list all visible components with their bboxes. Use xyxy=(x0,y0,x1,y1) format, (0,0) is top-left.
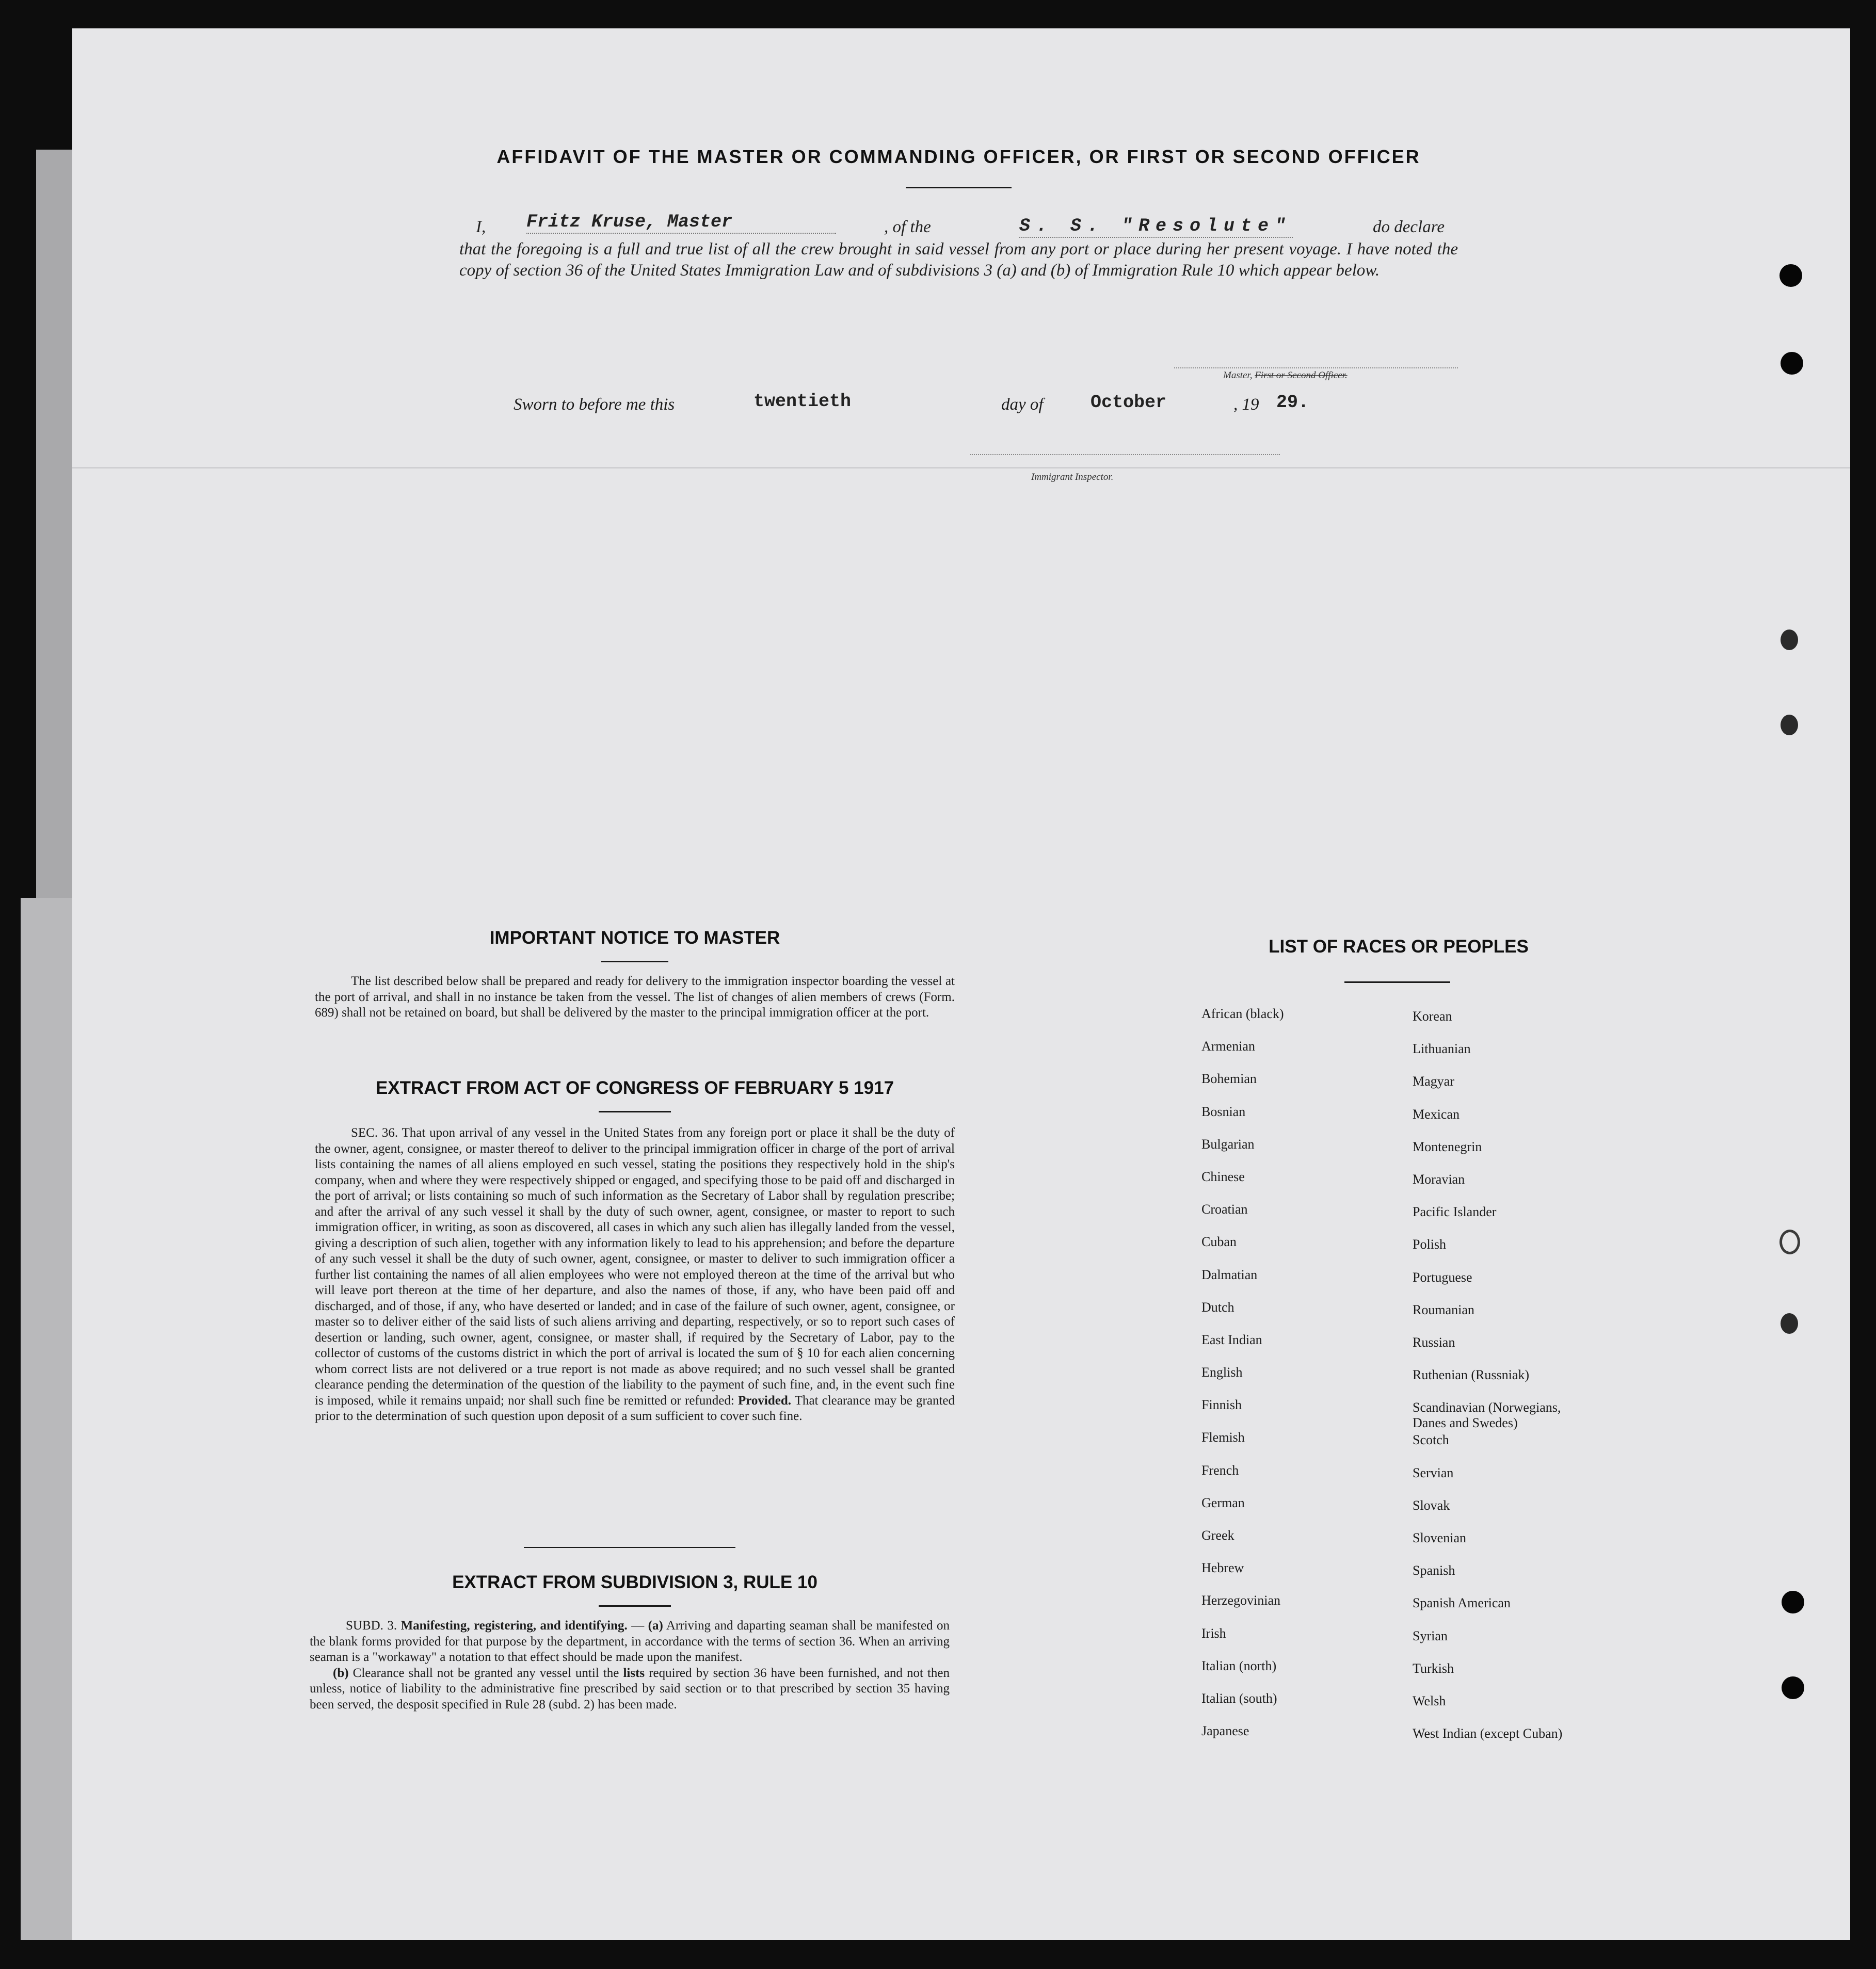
provided-label: Provided. xyxy=(737,1393,791,1408)
race-list-item xyxy=(1201,1169,1398,1202)
inspector-label: Immigrant Inspector. xyxy=(1031,472,1114,482)
rule-extract-text xyxy=(310,1618,950,1713)
day-of-label: day of xyxy=(1001,395,1044,414)
affidavit-title-rule xyxy=(906,187,1012,188)
race-list-item xyxy=(1201,1593,1398,1625)
punch-hole-icon xyxy=(1781,1313,1798,1334)
race-list-item xyxy=(1413,1009,1671,1041)
signature-caption xyxy=(1223,370,1348,381)
act-extract-title: EXTRACT FROM ACT OF CONGRESS OF FEBRUARY 5 1917 xyxy=(375,1078,894,1098)
subd-a-label: (a) xyxy=(648,1619,663,1633)
race-list-item xyxy=(1413,1693,1671,1726)
sworn-label: Sworn to before me this xyxy=(514,395,675,414)
races-title-rule xyxy=(1344,981,1450,983)
race-name: Portuguese xyxy=(1413,1269,1472,1285)
punch-hole-icon xyxy=(1781,630,1798,650)
rule-extract-title: EXTRACT FROM SUBDIVISION 3, RULE 10 xyxy=(452,1572,817,1592)
race-name: Syrian xyxy=(1413,1628,1448,1643)
race-list-item xyxy=(1201,1137,1398,1169)
race-name: West Indian (except Cuban) xyxy=(1413,1726,1563,1741)
race-list-item xyxy=(1201,1560,1398,1593)
race-name: Bulgarian xyxy=(1201,1136,1255,1152)
race-list-item xyxy=(1201,1234,1398,1267)
rule-extract-title-rule xyxy=(599,1605,671,1607)
section-36-text: SEC. 36. That upon arrival of any vessel in the United States from any foreign port or place it shall be the duty of the owner, agent, consignee, or master thereof to deliver to the principal immigration officer in charge of the port of arrival lists containing the names of all aliens employed en such vessel, stating the positions they respectively hold in the ship's company, when and where they were respectively shipped or engaged, and specifying those to be paid off and discharged in the port of arrival; or lists containing so much of such information as the Secretary of Labor shall by regulation prescribe; and after the arrival of any such vessel it shall by the duty of such owner, agent, consignee, or master to report to such immigration officer, in writing, as soon as discovered, all cases in which any such alien has illegally landed from the vessel, giving a description of such alien, together with any information likely to lead to his apprehension; and before the departure of any such vessel it shall be the duty of such owner, agent, consignee, or master to deliver to such immigration officer a further list containing the names of all alien employees who were not employed thereon at the time of the arrival but who will leave port thereon at the time of her departure, and also the names of those, if any, who have been paid off and discharged, and of those, if any, who have deserted or landed; and in case of the failure of such owner, agent, consignee, or master so to deliver either of the said lists of such aliens arriving and departing, respectively, or so to report such cases of desertion or landing, such owner, agent, consignee, or master shall, if required by the Secretary of Labor, pay to the collector of customs of the customs district in which the port of arrival is located the sum of § 10 for each alien concerning whom correct lists are not delivered or a true report is not made as above required; and no such vessel shall be granted clearance pending the determination of the question of the liability to the payment of such fine, and, in the event such fine is imposed, while it remains unpaid; nor shall such fine be remitted or refunded: xyxy=(315,1126,955,1408)
master-name-field: Fritz Kruse, Master xyxy=(526,212,836,234)
subd-b-text-end: required by section 36 have been furnished, and not then unless, notice of liability to the administrative fine prescribed by said section or to that prescribed by section 35 having been served, the desposit specified in Rule 28 (subd. 2) has been made. xyxy=(310,1666,950,1712)
subd-b-text-start: Clearance shall not be granted any vessel until the xyxy=(352,1666,619,1680)
race-name: English xyxy=(1201,1365,1243,1380)
year-prefix-label: , 19 xyxy=(1233,395,1259,414)
punch-hole-icon xyxy=(1779,1230,1800,1254)
of-the-label: , of the xyxy=(884,218,931,236)
master-signature-line xyxy=(1174,367,1458,368)
race-name: Italian (north) xyxy=(1201,1658,1277,1673)
affidavit-body xyxy=(459,212,1458,281)
punch-hole-icon xyxy=(1781,715,1798,735)
affidavit-first-line xyxy=(459,212,1458,239)
race-name: Magyar xyxy=(1413,1074,1454,1089)
race-list-item xyxy=(1413,1270,1671,1302)
race-name: Welsh xyxy=(1413,1693,1446,1708)
race-list-item xyxy=(1413,1237,1671,1269)
race-list-item xyxy=(1201,1332,1398,1365)
punch-hole-icon xyxy=(1782,1676,1804,1699)
month-field: October xyxy=(1091,392,1167,413)
race-list-item xyxy=(1201,1691,1398,1723)
race-list-item xyxy=(1413,1400,1671,1432)
race-list-item xyxy=(1413,1595,1671,1628)
notice-text: The list described below shall be prepared and ready for delivery to the immigration inspector boarding the vessel at the port of arrival, and shall in no instance be taken from the vessel. The list of changes of alien members of crews (Form. 689) shall not be retained on board, but shall be delivered by the master to the principal immigration officer at the port. xyxy=(315,974,955,1020)
year-field: 29. xyxy=(1276,392,1309,413)
race-list-item xyxy=(1413,1498,1671,1530)
race-list-item xyxy=(1413,1107,1671,1139)
race-list-item xyxy=(1413,1661,1671,1693)
subdivision-b xyxy=(310,1666,950,1713)
race-list-item xyxy=(1201,1006,1398,1039)
race-name: Servian xyxy=(1413,1465,1454,1480)
race-list-item xyxy=(1413,1628,1671,1661)
race-name: Dutch xyxy=(1201,1299,1234,1315)
subd-prefix: SUBD. 3. xyxy=(346,1619,397,1633)
punch-hole-icon xyxy=(1781,352,1803,375)
race-name: Korean xyxy=(1413,1009,1452,1024)
race-list-item xyxy=(1413,1465,1671,1498)
punch-hole-icon xyxy=(1782,1591,1804,1613)
page-fold-line xyxy=(72,467,1850,469)
subdivision-a xyxy=(310,1618,950,1666)
race-name: Lithuanian xyxy=(1413,1041,1471,1057)
race-name: Scandinavian (Norwegians, Danes and Swedes) xyxy=(1413,1400,1561,1431)
race-name: African (black) xyxy=(1201,1006,1284,1021)
races-list-left xyxy=(1201,1006,1398,1756)
race-name: Japanese xyxy=(1201,1723,1249,1739)
race-name: Turkish xyxy=(1413,1660,1454,1676)
race-name: East Indian xyxy=(1201,1332,1262,1347)
race-list-item xyxy=(1413,1172,1671,1204)
race-list-item xyxy=(1201,1365,1398,1397)
race-list-item xyxy=(1413,1367,1671,1400)
vessel-name-field: S. S. "Resolute" xyxy=(1019,216,1293,238)
act-extract-text xyxy=(315,1125,955,1425)
race-name: Hebrew xyxy=(1201,1560,1244,1576)
subd-b-lists: lists xyxy=(623,1666,645,1680)
race-name: Croatian xyxy=(1201,1202,1248,1217)
race-name: Moravian xyxy=(1413,1171,1465,1187)
race-name: Slovenian xyxy=(1413,1530,1466,1545)
race-name: Pacific Islander xyxy=(1413,1204,1497,1220)
race-name: Herzegovinian xyxy=(1201,1593,1281,1608)
race-list-item xyxy=(1201,1723,1398,1756)
race-list-item xyxy=(1201,1528,1398,1560)
race-list-item xyxy=(1201,1626,1398,1658)
sworn-line xyxy=(514,392,1339,418)
race-name: Spanish xyxy=(1413,1563,1455,1578)
notice-title-rule xyxy=(601,961,668,962)
race-list-item xyxy=(1201,1658,1398,1691)
race-list-item xyxy=(1413,1530,1671,1563)
race-name: Cuban xyxy=(1201,1234,1237,1250)
race-name: Slovak xyxy=(1413,1497,1450,1513)
subd-b-label: (b) xyxy=(333,1666,349,1680)
race-name: Spanish American xyxy=(1413,1595,1511,1611)
race-name: Italian (south) xyxy=(1201,1690,1277,1706)
notice-title: IMPORTANT NOTICE TO MASTER xyxy=(489,928,780,948)
race-list-item xyxy=(1413,1074,1671,1106)
race-name: Mexican xyxy=(1413,1106,1460,1122)
race-name: Armenian xyxy=(1201,1039,1255,1054)
race-list-item xyxy=(1201,1104,1398,1137)
race-list-item xyxy=(1201,1071,1398,1104)
master-label: Master, xyxy=(1223,370,1253,381)
race-name: Montenegrin xyxy=(1413,1139,1482,1154)
subd-dash: — xyxy=(627,1619,648,1633)
race-list-item xyxy=(1201,1300,1398,1332)
act-extract-title-rule xyxy=(599,1111,671,1112)
race-name: Bosnian xyxy=(1201,1104,1246,1119)
race-list-item xyxy=(1413,1302,1671,1335)
affidavit-title: AFFIDAVIT OF THE MASTER OR COMMANDING OFFICER, OR FIRST OR SECOND OFFICER xyxy=(496,146,1421,167)
race-name: Chinese xyxy=(1201,1169,1245,1184)
race-name: Irish xyxy=(1201,1625,1226,1641)
race-name: Polish xyxy=(1413,1237,1447,1252)
race-list-item xyxy=(1201,1267,1398,1300)
race-list-item xyxy=(1201,1463,1398,1495)
punch-hole-icon xyxy=(1779,264,1802,287)
race-list-item xyxy=(1413,1041,1671,1074)
race-list-item xyxy=(1413,1563,1671,1595)
do-declare-label: do declare xyxy=(1373,218,1445,236)
race-name: French xyxy=(1201,1462,1239,1478)
section-divider xyxy=(524,1547,735,1548)
races-list-right xyxy=(1413,1009,1671,1758)
race-name: Greek xyxy=(1201,1528,1234,1543)
subd-a-text: Arriving and daparting seaman shall be manifested on the blank forms provided for that purpose by the department, in accordance with the terms of section 36. When an arriving seaman is a "workaway" a notation to that effect should be made upon the manifest. xyxy=(310,1619,950,1664)
inspector-signature-line xyxy=(970,454,1280,455)
race-list-item xyxy=(1413,1204,1671,1237)
subd-heading: Manifesting, registering, and identifying. xyxy=(400,1619,628,1633)
race-name: Finnish xyxy=(1201,1397,1242,1413)
race-name: Flemish xyxy=(1201,1430,1245,1445)
race-list-item xyxy=(1201,1039,1398,1071)
race-list-item xyxy=(1201,1202,1398,1234)
race-list-item xyxy=(1413,1726,1671,1758)
race-list-item xyxy=(1413,1335,1671,1367)
affidavit-pronoun: I, xyxy=(476,218,486,236)
race-name: German xyxy=(1201,1495,1245,1510)
race-list-item xyxy=(1201,1397,1398,1430)
race-name: Russian xyxy=(1413,1334,1455,1350)
affidavit-statement: that the foregoing is a full and true list of all the crew brought in said vessel from any port or place during her present voyage. I have noted the copy of section 36 of the United States Immigration Law and of subdivisions 3 (a) and (b) of Immigration Rule 10 which appear below. xyxy=(459,240,1458,280)
race-name: Ruthenian (Russniak) xyxy=(1413,1367,1530,1383)
race-list-item xyxy=(1201,1430,1398,1462)
section-36-closing: That clearance may be granted prior to the determination of such question upon deposit of a sum sufficient to cover such fine. xyxy=(315,1393,955,1423)
struck-officer-label: First or Second Officer. xyxy=(1255,370,1348,381)
race-list-item xyxy=(1201,1495,1398,1528)
race-name: Bohemian xyxy=(1201,1071,1257,1087)
races-title: LIST OF RACES OR PEOPLES xyxy=(1269,937,1529,957)
race-name: Roumanian xyxy=(1413,1302,1474,1317)
race-name: Dalmatian xyxy=(1201,1267,1258,1282)
race-list-item xyxy=(1413,1139,1671,1172)
day-field: twentieth xyxy=(753,391,852,412)
race-name: Scotch xyxy=(1413,1432,1449,1448)
race-list-item xyxy=(1413,1432,1671,1465)
